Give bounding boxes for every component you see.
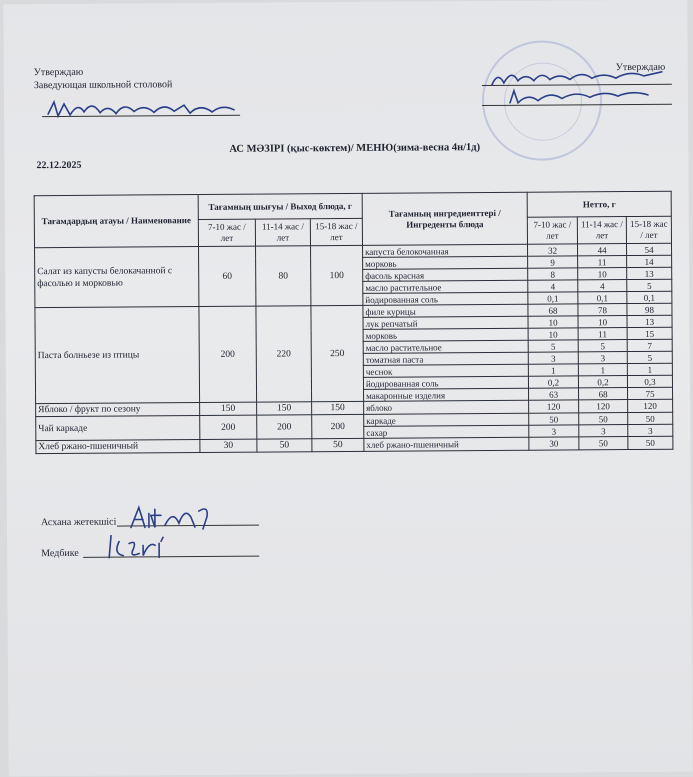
ingredient-netto-value: 0,3: [627, 375, 672, 387]
dish-output-value: 30: [200, 439, 257, 452]
approver-title-left: Заведующая школьной столовой: [33, 79, 173, 92]
menu-title: АС МӘЗІРІ (қыс-көктем)/ МЕНЮ(зима-весна 4н/1д): [229, 142, 481, 155]
col-header-netto-age-2: 11-14 жас / лет: [577, 217, 626, 244]
ingredient-netto-value: 1: [528, 364, 578, 376]
ingredient-netto-value: 1: [627, 363, 672, 375]
ingredient-netto-value: 10: [578, 316, 627, 328]
ingredient-netto-value: 44: [577, 244, 626, 256]
dish-output-value: 200: [199, 306, 257, 402]
ingredient-netto-value: 7: [627, 339, 672, 351]
ingredient-netto-value: 0,2: [528, 376, 578, 388]
col-header-ingredients: Тағамның ингредиенттері / Ингреденты блюда: [362, 192, 527, 245]
ingredient-name: морковь: [363, 256, 528, 269]
ingredient-netto-value: 78: [578, 304, 627, 316]
menu-date: 22.12.2025: [36, 159, 82, 172]
menu-table-body: [35, 243, 673, 453]
col-header-age-1: 7-10 жас / лет: [198, 219, 255, 246]
signature-right: [484, 61, 674, 111]
cook-signature: [127, 503, 217, 532]
ingredient-name: масло растительное: [363, 280, 528, 293]
nurse-label: Медбике: [41, 547, 79, 560]
ingredient-netto-value: 0,1: [578, 292, 627, 304]
ingredient-netto-value: 8: [528, 268, 578, 280]
ingredient-name: чеснок: [363, 364, 528, 377]
dish-output-value: 60: [199, 246, 256, 306]
cook-label: Асхана жетекшісі: [40, 516, 117, 529]
ingredient-netto-value: 50: [529, 413, 579, 425]
ingredient-name: томатная паста: [363, 352, 528, 365]
ingredient-netto-value: 3: [529, 425, 579, 437]
approve-label-left: Утверждаю: [33, 66, 84, 79]
ingredient-netto-value: 32: [528, 244, 578, 256]
col-header-output: Тағамның шығуы / Выход блюда, г: [198, 193, 362, 219]
dish-name: Паста болньезе из птицы: [35, 307, 200, 404]
signature-left: [44, 95, 244, 122]
dish-name: Яблоко / фрукт по сезону: [36, 403, 200, 417]
ingredient-name: филе курицы: [363, 304, 528, 317]
dish-output-value: 200: [312, 414, 364, 438]
dish-name: Чай каркаде: [36, 416, 200, 441]
ingredient-netto-value: 1: [578, 364, 627, 376]
dish-output-value: 100: [311, 245, 363, 305]
dish-output-value: 150: [257, 402, 312, 415]
ingredient-name: каркаде: [364, 413, 529, 426]
ingredient-netto-value: 68: [579, 388, 628, 400]
ingredient-netto-value: 5: [578, 340, 627, 352]
ingredient-netto-value: 3: [528, 352, 578, 364]
ingredient-netto-value: 50: [579, 413, 628, 425]
ingredient-netto-value: 75: [628, 387, 673, 399]
ingredient-netto-value: 13: [627, 315, 672, 327]
dish-output-value: 250: [311, 305, 364, 401]
dish-name: Хлеб ржано-пшеничный: [36, 440, 200, 454]
ingredient-netto-value: 50: [628, 412, 673, 424]
ingredient-netto-value: 50: [628, 436, 673, 449]
ingredient-netto-value: 4: [578, 280, 627, 292]
ingredient-netto-value: 120: [529, 400, 579, 413]
dish-output-value: 80: [256, 246, 311, 306]
ingredient-name: лук репчатый: [363, 316, 528, 329]
ingredient-netto-value: 30: [529, 437, 579, 450]
dish-output-value: 50: [257, 439, 312, 452]
ingredient-name: макаронные изделия: [364, 388, 529, 401]
ingredient-netto-value: 10: [578, 268, 627, 280]
dish-output-value: 150: [200, 402, 257, 415]
ingredient-name: йодированная соль: [363, 292, 528, 305]
ingredient-netto-value: 50: [579, 437, 628, 450]
dish-output-value: 200: [257, 415, 312, 439]
ingredient-name: масло растительное: [363, 340, 528, 353]
ingredient-netto-value: 15: [627, 327, 672, 339]
ingredient-netto-value: 9: [528, 256, 578, 268]
ingredient-netto-value: 14: [627, 255, 672, 267]
ingredient-name: йодированная соль: [363, 376, 528, 389]
col-header-age-3: 15-18 жас / лет: [310, 218, 362, 245]
ingredient-name: морковь: [363, 328, 528, 341]
ingredient-netto-value: 3: [628, 424, 673, 436]
ingredient-name: капуста белокочанная: [363, 244, 528, 257]
ingredient-netto-value: 54: [626, 243, 671, 255]
approval-left: [34, 65, 173, 92]
ingredient-netto-value: 5: [528, 340, 578, 352]
ingredient-netto-value: 5: [627, 351, 672, 363]
ingredient-netto-value: 3: [579, 425, 628, 437]
ingredient-netto-value: 5: [627, 279, 672, 291]
ingredient-netto-value: 0,1: [528, 292, 578, 304]
dish-output-value: 200: [200, 415, 257, 439]
dish-name: Салат из капусты белокачанной с фасолью и морковью: [35, 247, 199, 308]
col-header-netto: Нетто, г: [527, 191, 671, 217]
ingredient-name: яблоко: [364, 400, 529, 414]
ingredient-name: сахар: [364, 425, 529, 438]
dish-output-value: 50: [312, 438, 364, 451]
nurse-signature: [103, 531, 173, 561]
ingredient-netto-value: 68: [528, 304, 578, 316]
ingredient-netto-value: 10: [528, 328, 578, 340]
approve-label-right: Утверждаю: [615, 61, 666, 74]
dish-output-value: 150: [312, 401, 364, 414]
ingredient-netto-value: 98: [627, 303, 672, 315]
col-header-netto-age-3: 15-18 жас / лет: [626, 216, 671, 243]
ingredient-name: фасоль красная: [363, 268, 528, 281]
ingredient-netto-value: 3: [578, 352, 627, 364]
ingredient-netto-value: 11: [578, 328, 627, 340]
menu-table: [34, 191, 674, 454]
ingredient-netto-value: 4: [528, 280, 578, 292]
ingredient-netto-value: 0,2: [578, 376, 627, 388]
col-header-netto-age-1: 7-10 жас / лет: [527, 217, 577, 244]
ingredient-netto-value: 120: [628, 399, 673, 412]
ingredient-netto-value: 10: [528, 316, 578, 328]
ingredient-netto-value: 11: [578, 256, 627, 268]
ingredient-netto-value: 13: [627, 267, 672, 279]
ingredient-netto-value: 120: [579, 400, 628, 413]
ingredient-netto-value: 63: [529, 388, 579, 400]
menu-sheet: [3, 0, 692, 776]
dish-output-value: 220: [256, 306, 312, 402]
col-header-age-2: 11-14 жас / лет: [255, 219, 310, 246]
ingredient-name: хлеб ржано-пшеничный: [364, 437, 529, 451]
ingredient-netto-value: 0,1: [627, 291, 672, 303]
col-header-dish: Тағамдардың атауы / Наименование: [34, 195, 198, 248]
